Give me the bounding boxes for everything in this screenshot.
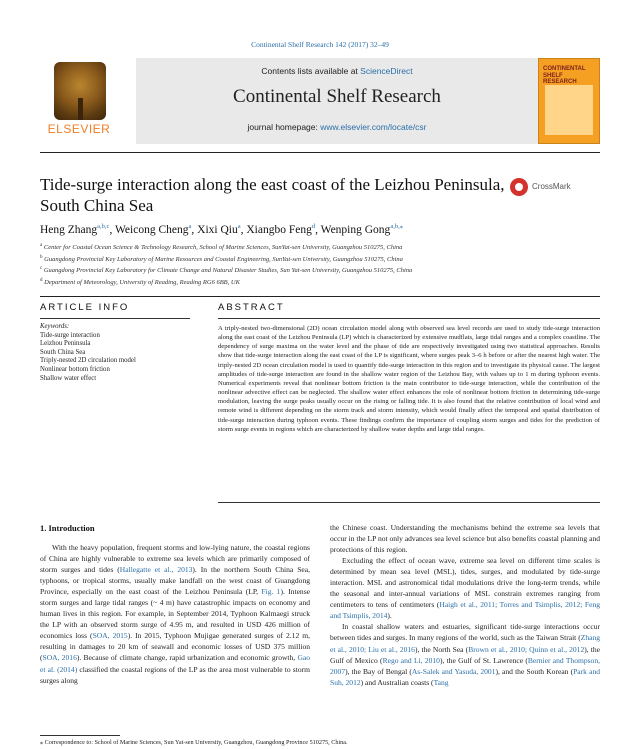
abstract-heading: ABSTRACT — [218, 302, 285, 313]
body-text: ), the Bay of Bengal ( — [345, 666, 412, 676]
introduction-heading: 1. Introduction — [40, 523, 95, 533]
body-column-right — [330, 522, 600, 688]
body-text: ), the Gulf of St. Lawrence ( — [439, 655, 528, 665]
affiliation-text: Center for Coastal Ocean Science & Technology Research, School of Marine Sciences, SunYat-sen University, Guangzhou 510275, China — [42, 244, 403, 252]
body-text: the Chinese coast. Understanding the mechanisms behind the extreme sea levels that occur in the LP not only advances sea level science but also benefits coastal planning and protections of this region. — [330, 523, 600, 555]
header-rule-bottom — [40, 152, 600, 153]
keyword: Leizhou Peninsula — [40, 340, 91, 348]
author-name[interactable]: Heng Zhang — [40, 223, 98, 236]
keywords-block — [40, 323, 190, 383]
body-text: ), the Gulf of Mexico ( — [330, 644, 600, 665]
sciencedirect-link[interactable]: ScienceDirect — [360, 66, 413, 76]
citation-link[interactable]: As-Salek and Yasuda, 2001 — [411, 666, 496, 676]
footnote-rule — [40, 735, 120, 736]
affiliation-marker: a — [40, 243, 43, 248]
body-paragraph — [330, 522, 600, 555]
body-paragraph — [40, 542, 310, 686]
abstract-rule — [218, 318, 600, 319]
citation-link[interactable]: Park and Suh, 2012 — [330, 666, 600, 687]
body-paragraph — [330, 621, 600, 687]
homepage-line — [136, 122, 538, 132]
citation-link[interactable]: Hallegatte et al., 2013 — [119, 565, 193, 575]
keyword: Shallow water effect — [40, 374, 97, 382]
body-text: ). Intense storm surges and large tidal ranges (~ 4 m) have catastrophic impacts on economy and human lives in this region. For example, in September 2014, Typhoon Kalmaegi struck the LP with an observed storm surge of 4.95 m, and resulted in USD 426 million of economics loss ( — [40, 587, 310, 641]
abstract-text: A triply-nested two-dimensional (2D) ocean circulation model along with observed sea level records are used to study tide-surge interaction along the east coast of the Leizhou Peninsula (LP) which is characterized by extensive mudflats, large tidal ranges and a complex coastline. The dependency of surge maxima on the water level and the phase of tide are respectively investigated using two statistical approaches. Results show that tide-surge interaction along the east coast of the LP is significant, where surges peak 3–6 h before or after the nearest high water. The triply-nested 2D ocean circulation model is used to quantify tide-surge interaction in this region and to investigate its physical cause. The largest amplitudes of tide-surge interaction are found in the shallow water region of the Leizhou Bay, with values up to 1 m during typhoon events. Numerical experiments reveal that nonlinear bottom friction is the main contributor to tide-surge interaction, while the contribution of the nonlinear advective effect can be neglected. The shallow water effect enhances the role of nonlinear bottom friction in determining tide-surge modulation, leaving the surge peaks usually occur on the rising or falling tide. It is also found that the relative contribution of local wind and remote wind is different depending on the storm track and storm intensity, which would finally affect the temporal and spatial distribution of tide-surge interaction during typhoon events. These findings confirm the importance of coupling storm surges and tides for the prediction of storm surge events in regions which are characterized by shallow water depths and large tidal ranges. — [218, 325, 600, 433]
body-paragraph — [330, 555, 600, 621]
author-name[interactable]: Weicong Cheng — [115, 223, 189, 236]
contents-prefix: Contents lists available at — [261, 66, 361, 76]
article-title: Tide-surge interaction along the east coast of the Leizhou Peninsula, South China Sea — [40, 175, 505, 215]
author-affiliation-marker[interactable]: a — [188, 223, 192, 230]
crossmark-icon — [510, 178, 528, 196]
affiliation-marker: d — [40, 277, 43, 283]
author-name[interactable]: Xixi Qiu — [197, 223, 238, 236]
body-text: ). — [387, 611, 392, 621]
keywords-label: Keywords: — [40, 323, 70, 330]
body-text: ). Because of climate change, rapid urbanization and economic growth, — [76, 653, 298, 663]
citation-link[interactable]: Zhang et al., 2010; Liu et al., 2016 — [330, 633, 600, 654]
citation-link[interactable]: SOA, 2016 — [42, 653, 77, 663]
body-text: ), and the South Korean ( — [495, 666, 574, 676]
citation-link[interactable]: Brown et al., 2010; Quinn et al., 2012 — [468, 644, 585, 654]
author-name[interactable]: Xiangbo Feng — [246, 223, 312, 236]
affiliation — [40, 253, 600, 265]
affiliation-marker: c — [40, 266, 43, 272]
footnote: ⁎ Correspondence to: School of Marine Sciences, Sun Yat-sen University, Guangzhou, Guangdong Province 510275, China. — [40, 739, 348, 746]
body-column-left — [40, 542, 310, 686]
affiliation-text: Guangdong Provincial Key Laboratory of Marine Resources and Coastal Engineering, SunYat-sen University, Guangzhou 510275, China — [42, 255, 403, 263]
affiliation-list — [40, 241, 600, 288]
crossmark-label: CrossMark — [532, 182, 571, 191]
affiliation-marker: b — [40, 254, 43, 260]
body-text: ). In the northern South China Sea, typhoons, or tropical storms, usually make landfall on the west coast of Guangdong Province, especially on the east coast of the Leizhou Peninsula (LP, — [40, 565, 311, 597]
journal-header — [40, 58, 600, 144]
affiliation — [40, 264, 600, 276]
author-affiliation-marker[interactable]: d — [311, 223, 316, 230]
cover-title: CONTINENTAL SHELF RESEARCH — [543, 66, 586, 85]
homepage-link[interactable]: www.elsevier.com/locate/csr — [320, 122, 427, 132]
crossmark-badge[interactable] — [510, 178, 600, 198]
citation-link[interactable]: Tang — [433, 677, 449, 687]
body-text: In coastal shallow waters and estuaries, significant tide-surge interactions occur between tides and surges. In many regions of the world, such as the Taiwan Strait ( — [330, 622, 600, 643]
author-affiliation-marker[interactable]: a,b,c — [97, 223, 110, 230]
keyword: South China Sea — [40, 348, 86, 356]
author-affiliation-marker[interactable]: a — [237, 223, 241, 230]
affiliation-text: Guangdong Provincial Key Laboratory for Climate Change and Natural Disaster Studies, Sun Yat-sen University, Guangzhou 510275, China — [42, 267, 413, 275]
contents-line — [136, 66, 538, 76]
citation-link[interactable]: Fig. 1 — [261, 587, 281, 597]
affiliation-text: Department of Meteorology, University of Reading, Reading RG6 6BB, UK — [42, 279, 240, 287]
citation-link[interactable]: Gao et al. (2014) — [40, 653, 311, 674]
keyword: Triply-nested 2D circulation model — [40, 357, 136, 365]
body-text: classified the coastal regions of the LP as the area most vulnerable to storm surges along — [40, 664, 310, 685]
affiliation — [40, 276, 600, 288]
publisher-logo[interactable] — [40, 58, 118, 144]
homepage-prefix: journal homepage: — [247, 122, 321, 132]
affiliation — [40, 241, 600, 253]
elsevier-tree-icon — [54, 62, 106, 120]
header-rule-2 — [40, 296, 600, 297]
journal-citation[interactable]: Continental Shelf Research 142 (2017) 32–49 — [251, 40, 389, 49]
article-info-heading: ARTICLE INFO — [40, 302, 130, 313]
journal-masthead — [136, 58, 538, 144]
citation-link[interactable]: SOA, 2015 — [92, 631, 128, 641]
author-affiliation-marker[interactable]: a,b,⁎ — [390, 223, 403, 230]
keyword: Nonlinear bottom friction — [40, 365, 110, 373]
body-text: ). In 2015, Typhoon Mujigae generated surges of 2.12 m, resulting in damages to 20 km of seawall and economic losses of USD 375 million ( — [40, 631, 310, 663]
body-text: ) and Australian coasts ( — [360, 677, 434, 687]
author-list: Heng Zhang$^{a,b,c}$, Weicong Cheng$^a$, Xixi Qiu$^a$, Xiangbo Feng$^d$, Wenping Gong$^{a,b,⁎}$ — [40, 223, 403, 236]
journal-cover[interactable] — [538, 58, 600, 144]
body-text: Excluding the effect of ocean wave, extreme sea level on different time scales is determined by mean sea level (MSL), tides, surges, and modulated by tide-surge interaction. MSL and astronomical tidal modulations drive the long-term trends, while the seasonal and inter-annual variations of MSL constrain extremes ranging from centimeters to tens of centimeters ( — [330, 556, 600, 610]
cover-image — [545, 85, 593, 135]
publisher-name: ELSEVIER — [47, 122, 111, 136]
keyword: Tide-surge interaction — [40, 331, 100, 339]
citation-link[interactable]: Haigh et al., 2011; Torres and Tsimplis, 2012; Feng and Tsimplis, 2014 — [330, 600, 601, 621]
article-info-rule — [40, 318, 190, 319]
citation-link[interactable]: Rego and Li, 2010 — [382, 655, 440, 665]
journal-title: Continental Shelf Research — [233, 86, 441, 107]
citation-link[interactable]: Bernier and Thompson, 2007 — [330, 655, 600, 676]
body-text: With the heavy population, frequent storms and low-lying nature, the coastal regions of China are highly vulnerable to extreme sea levels which are primarily composed of storm surges and tides ( — [40, 543, 310, 575]
body-text: ), the North Sea ( — [414, 644, 469, 654]
author-name[interactable]: Wenping Gong — [320, 223, 391, 236]
abstract-end-rule — [218, 502, 600, 503]
